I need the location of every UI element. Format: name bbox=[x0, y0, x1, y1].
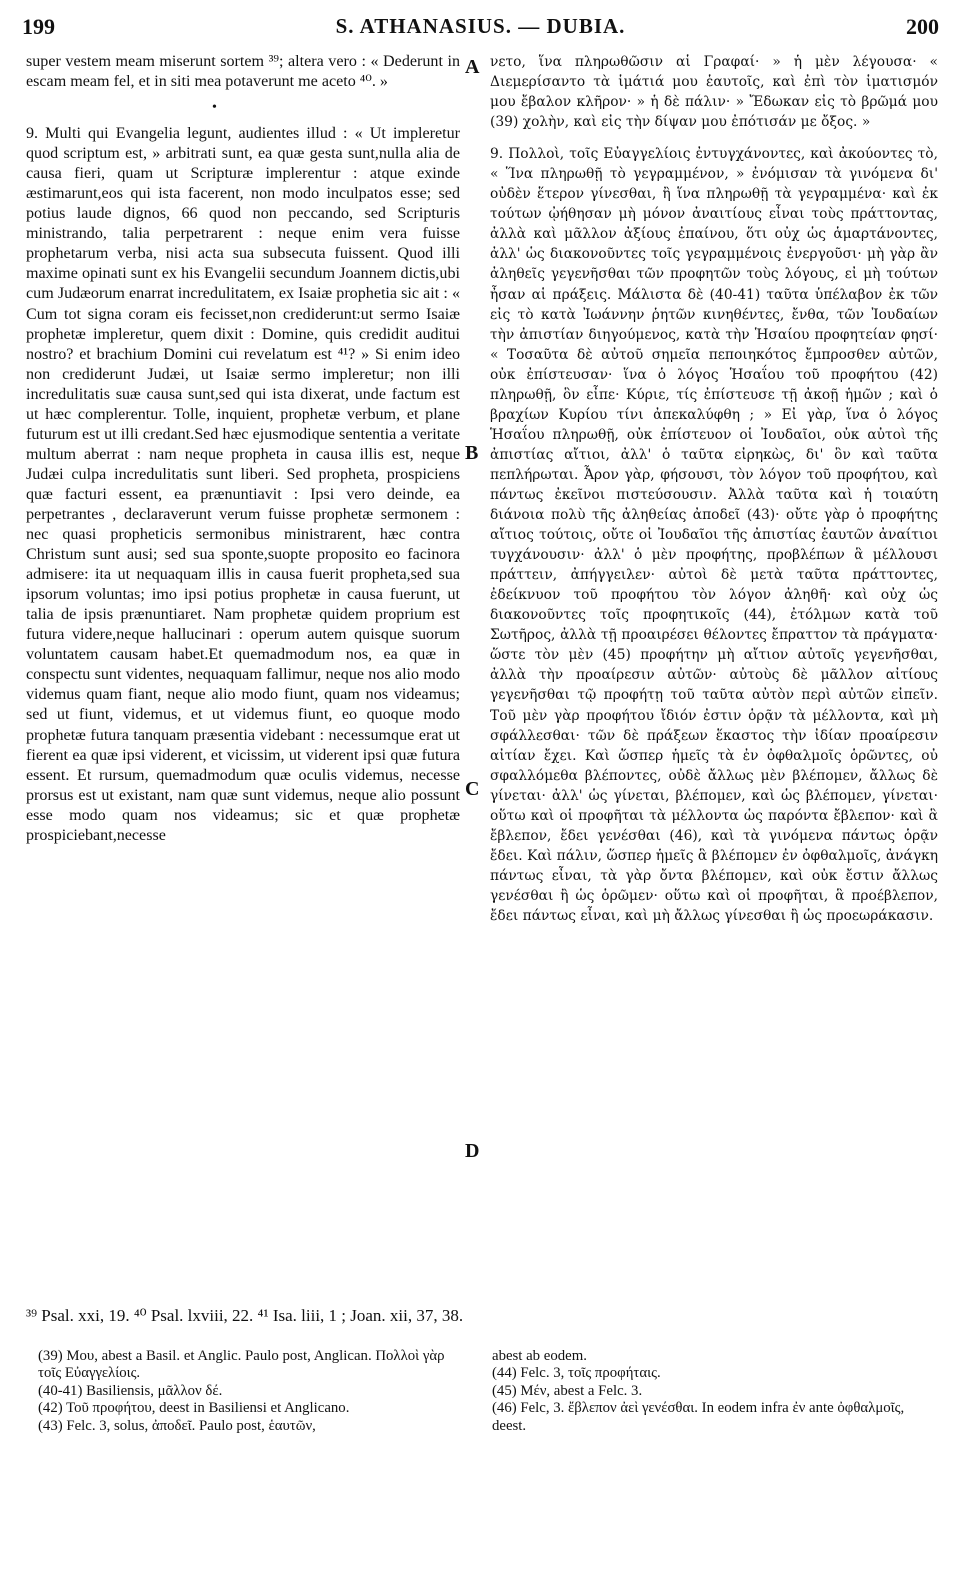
running-header bbox=[22, 14, 939, 42]
footnote: (42) Τοῦ προφήτου, deest in Basiliensi et Anglicano. bbox=[38, 1400, 350, 1417]
footnotes-left bbox=[38, 1348, 458, 1435]
latin-column bbox=[26, 52, 460, 846]
greek-paragraph-1: νετο, ἵνα πληρωθῶσιν αἱ Γραφαί· » ἡ μὲν λέγουσα· « Διεμερίσαντο τὰ ἱμάτιά μου ἑαυτοῖς, καὶ ἐπὶ τὸν ἱματισμόν μου ἔβαλον κλῆρον· » ἡ δὲ πάλιν· » Ἔδωκαν εἰς τὸ βρῶμά μου (39) χολὴν, καὶ εἰς τὴν δίψαν μου ἐπότισάν με ὄξος. » bbox=[490, 54, 938, 131]
paragraph-gap bbox=[26, 92, 460, 124]
greek-paragraph-2: 9. Πολλοὶ, τοῖς Εὐαγγελίοις ἐντυγχάνοντες, καὶ ἀκούοντες τὸ, « Ἵνα πληρωθῇ τὸ γεγραμμένον, » ἐνόμισαν τὰ γινόμενα δι' οὐδὲν ἕτερον γίνεσθαι, ἢ ἵνα πληρωθῇ τὰ γεγραμμένα· καὶ ἐκ τούτων ᾠήθησαν μὴ μόνον ἀναιτίους εἶναι τοὺς πράττοντας, ἀλλὰ καὶ μᾶλλον ἀξίους ἐπαίνου, ὅτι οὐχ ὡς ἁμαρτάνοντες, ἀλλ' ὡς διακονοῦντες τοῖς γεγραμμένοις ἐνεργοῦσι· μὴ γὰρ ἂν ἀληθεῖς γεγενῆσθαι τῶν προφητῶν τοὺς λόγους, εἰ μὴ τούτων ἦσαν αἱ πράξεις. Μάλιστα δὲ (40-41) ταῦτα ὑπέλαβον ἐκ τῶν εἰς τὸ κατὰ Ἰωάννην ῥητῶν κινηθέντες, ἔνθα, τῶν Ἰουδαίων τὴν ἀπιστίαν διηγούμενος, κατὰ τὴν Ἡσαίου προφητείαν φησί· « Τοσαῦτα δὲ αὐτοῦ σημεῖα πεποιηκότος ἔμπροσθεν αὐτῶν, οὐκ ἐπίστευσαν· ἵνα ὁ λόγος Ἡσαΐου τοῦ προφήτου (42) πληρωθῇ, ὃν εἶπε· Κύριε, τίς ἐπίστευσε τῇ ἀκοῇ ἡμῶν ; καὶ ὁ βραχίων Κυρίου τίνι ἀπεκαλύφθη ; » Εἰ γὰρ, ἵνα ὁ λόγος Ἡσαΐου πληρωθῇ, οὐκ ἐπίστευον οἱ Ἰουδαῖοι, οὐκ αὐτοὶ τῆς ἀπιστίας αἴτιοι, ἀλλ' ὁ ταῦτα εἰρηκὼς, δι' ὃν καὶ ταῦτα πεπλήρωται. Ἆρον γὰρ, φήσουσι, τὸν λόγον τοῦ προφήτου, καὶ πάντως ἐκεῖνοι πιστεύσουσιν. Ἀλλὰ ταῦτα καὶ ἡ τοιαύτη διάνοια πολὺ τῆς ἀληθείας ἀποδεῖ (43)· οὔτε γὰρ ὁ προφήτης αἴτιος τούτοις, οὔτε οἱ Ἰουδαῖοι τῆς ἀπιστίας ἑαυτῶν ἀναίτιοι τυγχάνουσιν· ἀλλ' ὁ μὲν προφήτης, προβλέπων ἃ μέλλουσι πράττειν, ἀπήγγειλεν· αὐτοὶ δὲ μετὰ ταῦτα πράττοντες, ἐδείκνυον τοῦ προφήτου τὸν λόγον ἀληθῆ· καὶ οὐχ ὡς διακονοῦντες τοῖς προφητικοῖς (44), ἐτόλμων κατὰ τοῦ Σωτῆρος, ἀλλὰ τῇ προαιρέσει θέλοντες ἔπραττον τὰ πράγματα· ὥστε τὸν μὲν (45) προφήτην μὴ αἴτιον αὐτοῖς γεγενῆσθαι, ἀλλὰ τὴν προαίρεσιν αὐτῶν· αὐτοὺς δὲ μᾶλλον αἰτίους γεγενῆσθαι τῷ προφήτῃ τοῦ ταῦτα αὐτὸν περὶ αὐτῶν εἰπεῖν. Τοῦ μὲν γὰρ προφήτου ἴδιόν ἐστιν ὁρᾷν τὰ μέλλοντα, καὶ μὴ σφάλλεσθαι· τῶν δὲ πράξεων ἕκαστος τὴν ἰδίαν προαίρεσιν αἰτίαν ἔχει. Καὶ ὥσπερ ἡμεῖς τὰ ἐν ὀφθαλμοῖς ὁρῶντες, οὐ σφαλλόμεθα βλέποντες, οὐδὲ ἄλλως μὲν βλέπομεν, ἄλλως δὲ γίνεται· ἀλλ' ὡς γίνεται, βλέπομεν, καὶ ὡς βλέπομεν, γίνεται· οὕτω καὶ οἱ προφῆται τὰ μέλλοντα ὡς παρόντα ἔβλεπον· καὶ ἃ ἔβλεπον, ἔδει γενέσθαι (46), καὶ τὰ γινόμενα πάντως ὁρᾷν ἔδει. Καὶ πάλιν, ὥσπερ ἡμεῖς ἃ βλέπομεν ἐν ὀφθαλμοῖς, ἀνάγκη πάντως εἶναι, τὰ γὰρ ὄντα βλέπομεν, καὶ οὐκ ἔστιν ἄλλως γενέσθαι ἢ ὡς ὁρῶμεν· οὕτω καὶ οἱ προφῆται, ἃ προέβλεπον, ἔδει πάντως εἶναι, καὶ μὴ ἄλλως γίνεσθαι ἢ ὡς προεωράκασιν. bbox=[490, 146, 938, 924]
footnote: (43) Felc. 3, solus, ἀποδεῖ. Paulo post, ἑαυτῶν, bbox=[38, 1417, 316, 1434]
gap-dot: • bbox=[212, 100, 217, 115]
latin-paragraph-2: 9. Multi qui Evangelia legunt, audientes illud : « Ut impleretur quod scriptum est, » arbitrati sunt, ea quæ gesta sunt,nulla alia de causa fieri, quam ut Scripturæ implerentur : atque exinde æstimarunt,eos qui ista facerent, non modo inculpatos esse; sed potius laude dignos, 66 quod non peccando, sed Scripturis ministrando, talia perpetrarent : neque enim vera fuisse prophetarum verba, nisi acta sua subsecuta fuissent. Quod illi maxime opinati sunt ex his Evangelii secundum Joannem dictis,ubi cum Judæorum enarrat incredulitatem, ex Isaiæ prophetia sic ait : « Cum tot signa coram eis fecisset,non crediderunt:ut sermo Isaiæ prophetæ impleretur, quem dixit : Domine, quis credidit auditui nostro? et brachium Domini cui revelatum est ⁴¹? » Si enim ideo non crediderunt Judæi, ut Isaiæ sermo impleretur; non illi incredulitatis suæ causa sunt,sed qui ista dixerat, unde factum est ut hæc complerentur. Tolle, inquient, prophetæ verbum, et plane futurum est ut illi credant.Sed hæc ejusmodique sententia a veritate multum aberrat : nam neque propheta in causa illis est, neque Judæi culpa incredulitatis sunt liberi. Sed propheta, prospiciens quæ facturi essent, ea prænuntiavit : Ipsi vero deinde, ea perpetrantes , declaraverunt verum fuisse prophetæ sermonem : nec quasi propheticis sermonibus ministrarent, hæc contra Christum sunt ausi; sed sua sponte,suopte proposito eo facinora admisere: ita ut nequaquam illis in causa fuerit propheta,sed sua ipsorum voluntas; imo ipsi potius prophetæ in causa fuerunt, ut talia de ipsis prænuntiaret. Nam prophetæ quidem proprium est futura videre,neque hallucinari : operum autem quisque suorum voluntatem causam habet.Et quemadmodum nos, ea quæ in conspectu sunt videntes, nequaquam fallimur, neque nos alio modo videmus quam fiant, neque alio modo fiunt, quam nos videamus; sed ut fiunt, videmus, et ut videmus fiunt, eo quoque modo prophetæ futura tanquam præsentia videbant : necessumque erat ut fierent ea quæ ipsi viderent, et vicissim, ut viderent ipsi quæ futura essent. Et rursum, quemadmodum quæ oculis videmus, necesse prorsus est ut existant, nam quæ sunt videmus, neque alio possunt esse modo quam nos videamus; sic et quæ prophetæ prospiciebant,necesse bbox=[26, 125, 460, 844]
footnote: (39) Μου, abest a Basil. et Anglic. Paulo post, Anglican. Πολλοὶ γὰρ τοῖς Εὐαγγελίοις. bbox=[38, 1348, 445, 1382]
footnote: (45) Μέν, abest a Felc. 3. bbox=[492, 1382, 643, 1399]
footnotes-right bbox=[492, 1348, 938, 1435]
footnote: (46) Felc, 3. ἔβλεπον ἀεὶ γενέσθαι. In eodem infra ἐν ante ὀφθαλμοῖς, deest. bbox=[492, 1400, 905, 1434]
paragraph-gap bbox=[490, 132, 938, 144]
scripture-references: ³⁹ Psal. xxi, 19. ⁴⁰ Psal. lxviii, 22. ⁴¹ Isa. liii, 1 ; Joan. xii, 37, 38. bbox=[26, 1306, 464, 1325]
page-number-left: 199 bbox=[22, 14, 55, 39]
greek-column bbox=[490, 52, 938, 926]
footnote: (40-41) Basiliensis, μᾶλλον δέ. bbox=[38, 1382, 223, 1399]
footnote: abest ab eodem. bbox=[492, 1348, 587, 1364]
margin-letter-b: B bbox=[465, 442, 479, 464]
latin-paragraph-1: super vestem meam miserunt sortem ³⁹; altera vero : « Dederunt in escam meam fel, et in siti mea potaverunt me aceto ⁴⁰. » bbox=[26, 53, 460, 91]
margin-letter-a: A bbox=[465, 56, 480, 78]
margin-letter-c: C bbox=[465, 778, 480, 800]
footnote: (44) Felc. 3, τοῖς προφήταις. bbox=[492, 1365, 661, 1382]
running-title: S. ATHANASIUS. — DUBIA. bbox=[335, 14, 626, 38]
margin-letter-d: D bbox=[465, 1140, 480, 1162]
page-number-right: 200 bbox=[906, 14, 939, 39]
